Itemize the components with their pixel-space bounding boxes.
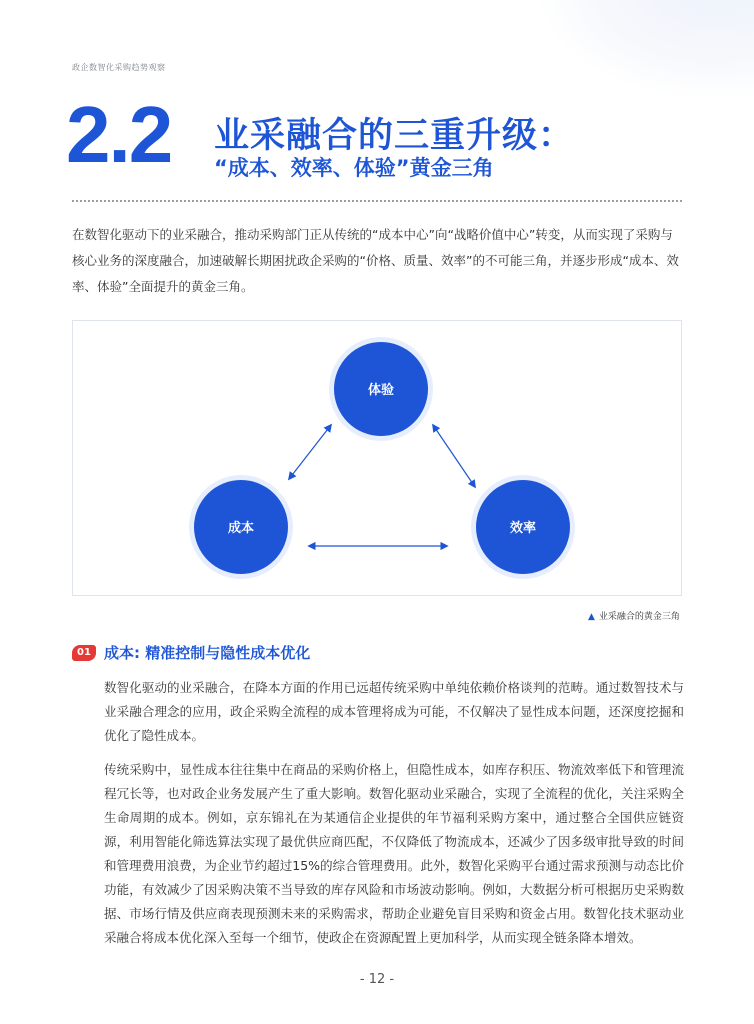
title-divider [72, 200, 682, 202]
subsection-title: 成本: 精准控制与隐性成本优化 [104, 644, 311, 662]
body-paragraph-2: 传统采购中，显性成本往往集中在商品的采购价格上，但隐性成本，如库存积压、物流效率低下和管理流程冗长等，也对政企业务发展产生了重大影响。数智化驱动业采融合，实现了全流程的优化，关注采购全生命周期的成本。例如，京东锦礼在为某通信企业提供的年节福利采购方案中，通过整合全国供应链资源，利用智能化筛选算法实现了最优供应商匹配，不仅降低了物流成本，还减少了因多级审批导致的时间和管理费用浪费，为企业节约超过15%的综合管理费用。此外，数智化采购平台通过需求预测与动态比价功能，有效减少了因采购决策不当导致的库存风险和市场波动影响。例如，大数据分析可根据历史采购数据、市场行情及供应商表现预测未来的采购需求，帮助企业避免盲目采购和资金占用。数智化技术驱动业采融合将成本优化深入至每一个细节，使政企在资源配置上更加科学，从而实现全链条降本增效。 [104, 762, 684, 945]
node-experience-label: 体验 [367, 383, 395, 398]
arrow-experience-efficiency [433, 425, 475, 487]
node-efficiency [471, 475, 575, 579]
subsection-badge: 01 [72, 645, 96, 661]
page-number: - 12 - [359, 972, 395, 987]
diagram-canvas [73, 321, 683, 597]
section-number: 2.2 [66, 90, 172, 179]
section-subtitle: “成本、效率、体验”黄金三角 [214, 156, 494, 180]
arrow-experience-cost [289, 425, 331, 479]
node-cost [189, 475, 293, 579]
section-title: 业采融合的三重升级： [214, 116, 575, 156]
node-experience [329, 337, 433, 441]
diagram-caption [588, 609, 680, 622]
golden-triangle-diagram [72, 320, 682, 596]
caption-text: 业采融合的黄金三角 [598, 612, 680, 622]
node-cost-label: 成本 [227, 521, 255, 536]
intro-paragraph: 在数智化驱动下的业采融合，推动采购部门正从传统的“成本中心”向“战略价值中心”转变，从而实现了采购与核心业务的深度融合，加速破解长期困扰政企采购的“价格、质量、效率”的不可能三角，并逐步形成“成本、效率、体验”全面提升的黄金三角。 [72, 227, 679, 294]
node-efficiency-label: 效率 [509, 521, 537, 536]
running-header: 政企数智化采购趋势观察 [72, 63, 166, 72]
body-paragraph-1: 数智化驱动的业采融合，在降本方面的作用已远超传统采购中单纯依赖价格谈判的范畴。通过数智技术与业采融合理念的应用，政企采购全流程的成本管理将成为可能，不仅解决了显性成本问题，还深度挖掘和优化了隐性成本。 [104, 680, 684, 743]
triangle-marker-icon: ▲ [588, 612, 595, 622]
corner-decoration [534, 0, 754, 100]
